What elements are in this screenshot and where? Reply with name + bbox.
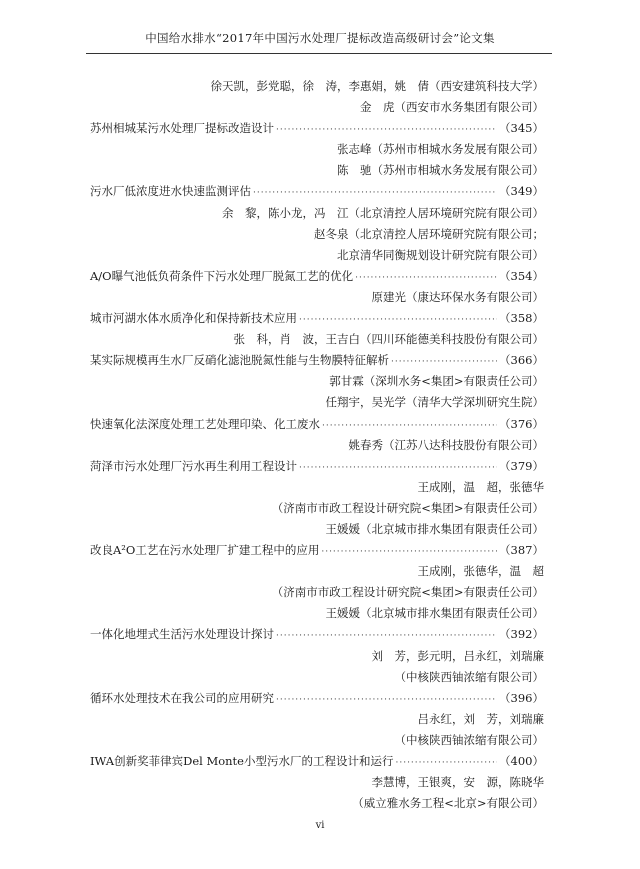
toc-entry-title: 城市河湖水体水质净化和保持新技术应用 bbox=[90, 311, 297, 326]
toc-entry-page: （376） bbox=[499, 416, 544, 431]
dot-leader bbox=[299, 310, 497, 331]
toc-author-line: 徐天凯，彭党聪，徐 涛，李惠娟，姚 倩（西安建筑科技大学） bbox=[210, 79, 544, 93]
dot-leader bbox=[395, 753, 497, 774]
toc-entry bbox=[90, 118, 544, 139]
toc-entry-title: 一体化地埋式生活污水处理设计探讨 bbox=[90, 627, 274, 642]
toc-entry-title: IWA创新奖菲律宾Del Monte小型污水厂的工程设计和运行 bbox=[90, 754, 394, 768]
toc-entry bbox=[90, 181, 544, 202]
toc-entry-title: 菏泽市污水处理厂污水再生利用工程设计 bbox=[90, 458, 297, 473]
toc-entry-page: （349） bbox=[499, 184, 544, 199]
toc-entry bbox=[90, 751, 544, 772]
toc-author-line: 刘 芳，彭元明，吕永红，刘瑞廉 bbox=[371, 648, 544, 663]
toc-author-line: （济南市市政工程设计研究院<集团>有限责任公司） bbox=[271, 500, 544, 515]
toc-entry-title: 苏州相城某污水处理厂提标改造设计 bbox=[90, 121, 274, 136]
toc-entry-page: （345） bbox=[499, 121, 544, 136]
toc-author-line: 余 黎，陈小龙，冯 江（北京清控人居环境研究院有限公司） bbox=[222, 205, 544, 220]
toc-entry-page: （392） bbox=[499, 627, 544, 642]
toc-author-line: 张 科，肖 波，王吉白（四川环能德美科技股份有限公司） bbox=[233, 332, 544, 347]
toc-entry-page: （354） bbox=[499, 268, 544, 283]
dot-leader bbox=[276, 690, 497, 711]
dot-leader bbox=[276, 626, 497, 647]
toc-author-line: 陈 驰（苏州市相城水务发展有限公司） bbox=[337, 163, 544, 178]
toc-entry-title: 改良A²O工艺在污水处理厂扩建工程中的应用 bbox=[90, 543, 320, 558]
toc-author-line: 北京清华同衡规划设计研究院有限公司） bbox=[337, 247, 544, 262]
toc-author-line: （威立雅水务工程<北京>有限公司） bbox=[352, 796, 544, 811]
toc-author-line: 赵冬泉（北京清控人居环境研究院有限公司； bbox=[314, 226, 544, 241]
toc-author-line: 张志峰（苏州市相城水务发展有限公司） bbox=[337, 142, 544, 157]
toc-author-line: 王媛媛（北京城市排水集团有限责任公司） bbox=[325, 606, 544, 621]
toc-entry-page: （366） bbox=[499, 353, 544, 368]
toc-author-line: 王成刚，张德华，温 超 bbox=[417, 564, 544, 579]
toc-author-line: 吕永红，刘 芳，刘瑞廉 bbox=[417, 711, 544, 726]
toc-entry bbox=[90, 540, 544, 561]
header-rule bbox=[86, 53, 552, 54]
toc-entry bbox=[90, 456, 544, 477]
toc-author-line: 任翔宇，吴光学（清华大学深圳研究生院） bbox=[325, 395, 544, 410]
toc-entry-page: （387） bbox=[499, 543, 544, 558]
toc-entry-title: A/O曝气池低负荷条件下污水处理厂脱氮工艺的优化 bbox=[90, 268, 354, 283]
dot-leader bbox=[276, 120, 497, 141]
dot-leader bbox=[321, 542, 497, 563]
toc-author-line: 王媛媛（北京城市排水集团有限责任公司） bbox=[325, 521, 544, 536]
toc-entry-page: （400） bbox=[499, 754, 544, 768]
toc-entry bbox=[90, 350, 544, 371]
toc-author-line: 李慧博，王银爽，安 源，陈晓华 bbox=[371, 775, 544, 790]
toc-entry-title: 某实际规模再生水厂反硝化滤池脱氮性能与生物膜特征解析 bbox=[90, 353, 389, 368]
running-header: 中国给水排水“2017年中国污水处理厂提标改造高级研讨会”论文集 bbox=[145, 31, 495, 45]
toc-author-line: （中核陕西铀浓缩有限公司） bbox=[394, 669, 544, 684]
toc-entry bbox=[90, 308, 544, 329]
toc-entry bbox=[90, 688, 544, 709]
toc-entry-title: 污水厂低浓度进水快速监测评估 bbox=[90, 184, 251, 199]
toc-entry bbox=[90, 266, 544, 287]
dot-leader bbox=[355, 268, 497, 289]
toc-entry bbox=[90, 624, 544, 645]
toc-author-line: （济南市市政工程设计研究院<集团>有限责任公司） bbox=[271, 585, 544, 600]
toc-entry-title: 循环水处理技术在我公司的应用研究 bbox=[90, 690, 274, 705]
toc-author-line: 王成刚，温 超，张德华 bbox=[417, 479, 544, 494]
toc-entry-page: （396） bbox=[499, 690, 544, 705]
toc-author-line: 金 虎（西安市水务集团有限公司） bbox=[360, 100, 544, 115]
dot-leader bbox=[322, 416, 497, 437]
toc-author-line: 郭甘霖（深圳水务<集团>有限责任公司） bbox=[329, 374, 544, 389]
toc-author-line: 原建光（康达环保水务有限公司） bbox=[371, 289, 544, 304]
toc-entry-page: （358） bbox=[499, 311, 544, 326]
toc-entry-page: （379） bbox=[499, 458, 544, 473]
dot-leader bbox=[299, 458, 497, 479]
dot-leader bbox=[391, 352, 497, 373]
toc-author-line: 姚春秀（江苏八达科技股份有限公司） bbox=[348, 437, 544, 452]
toc-entry-title: 快速氧化法深度处理工艺处理印染、化工废水 bbox=[90, 416, 320, 431]
dot-leader bbox=[253, 183, 497, 204]
toc-author-line: （中核陕西铀浓缩有限公司） bbox=[394, 732, 544, 747]
table-of-contents bbox=[90, 76, 544, 814]
toc-entry bbox=[90, 414, 544, 435]
page-number: vi bbox=[315, 820, 325, 831]
